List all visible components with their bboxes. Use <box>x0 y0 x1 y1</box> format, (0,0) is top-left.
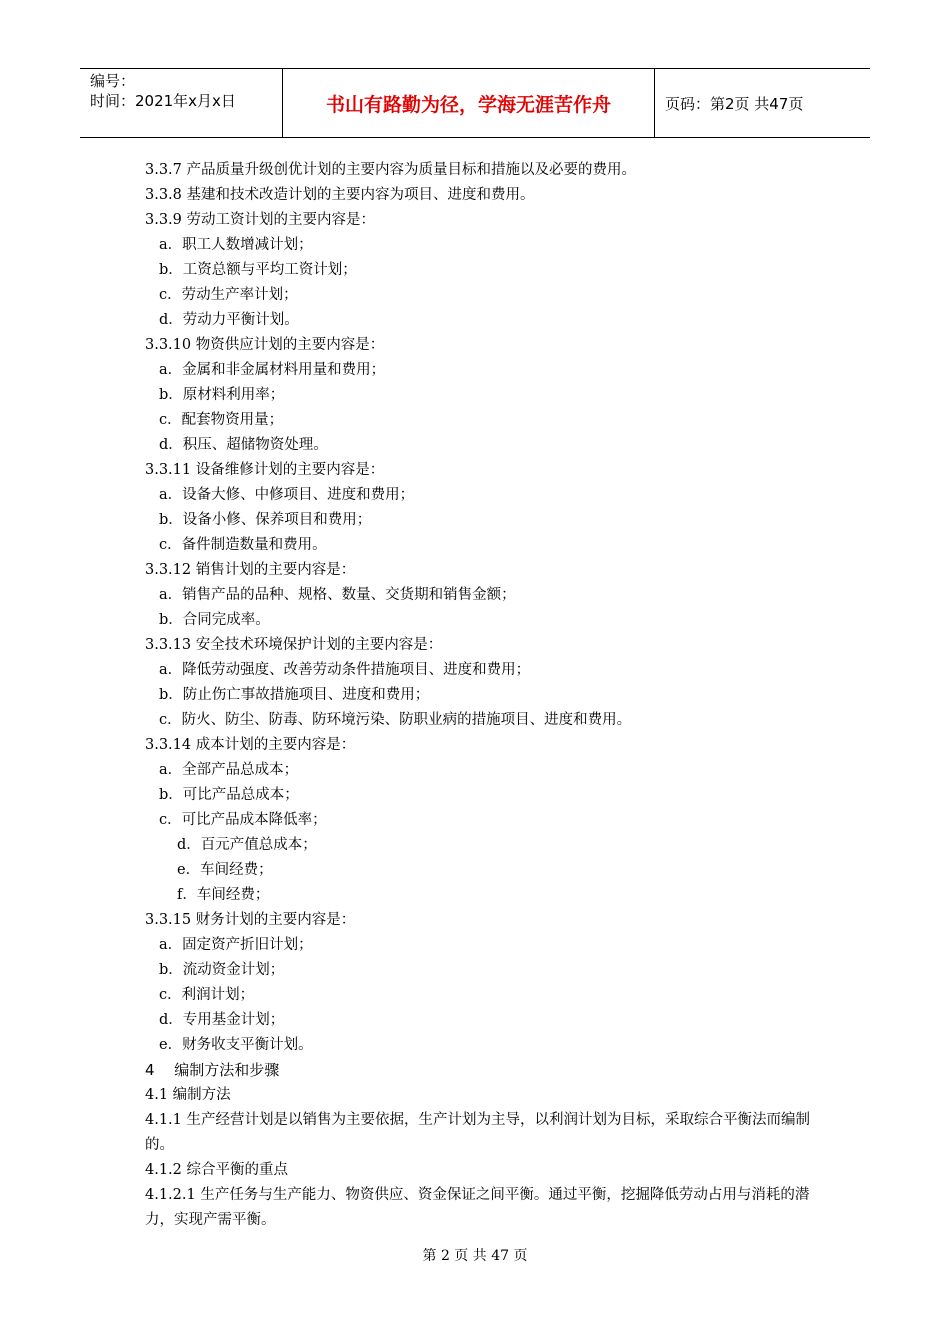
list-item: a．设备大修、中修项目、进度和费用； <box>159 487 415 503</box>
clause-3-3-15: 3.3.15 财务计划的主要内容是： <box>145 912 356 928</box>
list-item: e．财务收支平衡计划。 <box>159 1037 313 1053</box>
list-item: a．全部产品总成本； <box>159 762 299 778</box>
list-item: f．车间经费； <box>177 887 270 903</box>
page-header <box>80 68 870 138</box>
header-motto: 书山有路勤为径，学海无涯苦作舟 <box>283 69 655 137</box>
list-item: c．配套物资用量； <box>159 412 284 428</box>
list-item: b．合同完成率。 <box>159 612 270 628</box>
list-item: c．可比产品成本降低率； <box>159 812 327 828</box>
page-footer: 第 2 页 共 47 页 <box>422 1248 528 1264</box>
list-item: b．流动资金计划； <box>159 962 285 978</box>
list-item: a．职工人数增减计划； <box>159 237 313 253</box>
document-body <box>145 158 825 1233</box>
list-item: a．固定资产折旧计划； <box>159 937 313 953</box>
clause-3-3-9: 3.3.9 劳动工资计划的主要内容是： <box>145 212 376 228</box>
list-item: b．工资总额与平均工资计划； <box>159 262 357 278</box>
clause-4-1-1: 4.1.1 生产经营计划是以销售为主要依据，生产计划为主导，以利润计划为目标，采取综合平衡法而编制的。 <box>145 1112 810 1153</box>
header-meta <box>80 69 283 137</box>
list-item: d．百元产值总成本； <box>177 837 317 853</box>
list-item: d．专用基金计划； <box>159 1012 285 1028</box>
list-item: a．降低劳动强度、改善劳动条件措施项目、进度和费用； <box>159 662 531 678</box>
list-item: a．金属和非金属材料用量和费用； <box>159 362 386 378</box>
list-item: b．可比产品总成本； <box>159 787 299 803</box>
clause-4-1-2-1: 4.1.2.1 生产任务与生产能力、物资供应、资金保证之间平衡。通过平衡，挖掘降低劳动占用与消耗的潜力，实现产需平衡。 <box>145 1187 810 1228</box>
clause-3-3-12: 3.3.12 销售计划的主要内容是： <box>145 562 356 578</box>
list-item: c．利润计划； <box>159 987 255 1003</box>
document-date: 时间：2021年x月x日 <box>90 92 236 110</box>
clause-3-3-11: 3.3.11 设备维修计划的主要内容是： <box>145 462 385 478</box>
list-item: d．积压、超储物资处理。 <box>159 437 328 453</box>
list-item: c．备件制造数量和费用。 <box>159 537 327 553</box>
list-item: b．防止伤亡事故措施项目、进度和费用； <box>159 687 430 703</box>
list-item: c．防火、防尘、防毒、防环境污染、防职业病的措施项目、进度和费用。 <box>159 712 632 728</box>
clause-3-3-7: 3.3.7 产品质量升级创优计划的主要内容为质量目标和措施以及必要的费用。 <box>145 162 637 178</box>
clause-4-1-2: 4.1.2 综合平衡的重点 <box>145 1162 289 1178</box>
list-item: b．设备小修、保养项目和费用； <box>159 512 372 528</box>
section-heading-4: 4 编制方法和步骤 <box>145 1061 280 1079</box>
list-item: d．劳动力平衡计划。 <box>159 312 299 328</box>
list-item: a．销售产品的品种、规格、数量、交货期和销售金额； <box>159 587 516 603</box>
clause-4-1: 4.1 编制方法 <box>145 1087 231 1103</box>
clause-3-3-13: 3.3.13 安全技术环境保护计划的主要内容是： <box>145 637 443 653</box>
list-item: b．原材料利用率； <box>159 387 285 403</box>
list-item: e．车间经费； <box>177 862 273 878</box>
header-page-info: 页码：第2页 共47页 <box>665 94 804 113</box>
clause-3-3-14: 3.3.14 成本计划的主要内容是： <box>145 737 356 753</box>
document-number-label: 编号： <box>90 72 136 90</box>
list-item: c．劳动生产率计划； <box>159 287 298 303</box>
clause-3-3-10: 3.3.10 物资供应计划的主要内容是： <box>145 337 385 353</box>
clause-3-3-8: 3.3.8 基建和技术改造计划的主要内容为项目、进度和费用。 <box>145 187 535 203</box>
